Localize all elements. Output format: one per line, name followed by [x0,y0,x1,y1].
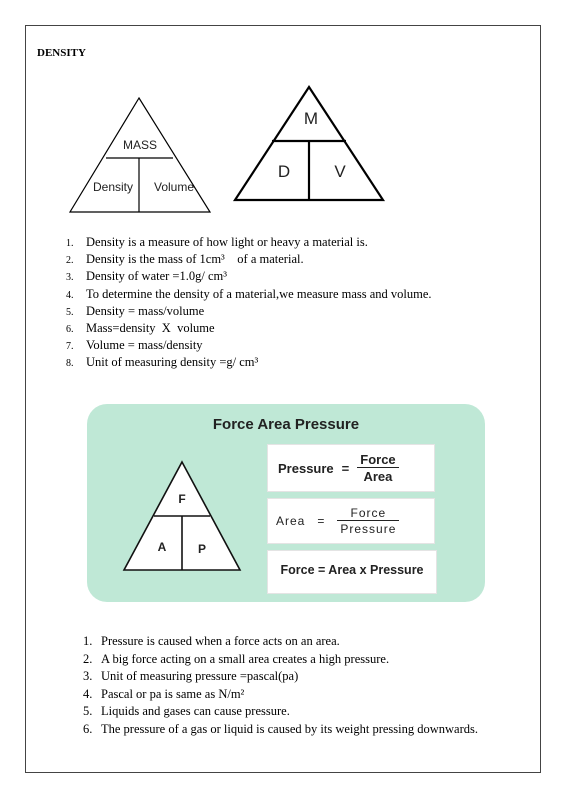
list-item: 2. Density is the mass of 1cm³ of a material. [66,252,304,267]
list-item: 5. Liquids and gases can cause pressure. [83,704,290,719]
area-formula-lhs: Area [276,514,306,528]
list-item: 7. Volume = mass/density [66,338,203,353]
mdv-triangle [231,84,387,204]
list-item: 6. The pressure of a gas or liquid is caused by its weight pressing downwards. [83,721,479,736]
pressure-formula [267,444,435,492]
list-item: 2. A big force acting on a small area creates a high pressure. [83,651,390,666]
list-item: 5. Density = mass/volume [66,303,205,318]
area-formula-denominator: Pressure [337,520,399,536]
mdv-triangle-top: M [303,109,319,128]
area-formula-eq: = [317,514,326,528]
list-item: 4. Pascal or pa is same as N/m² [83,686,245,701]
fap-triangle-top: F [178,492,186,506]
pressure-formula-lhs: Pressure [278,460,334,476]
list-item: 3. Unit of measuring pressure =pascal(pa) [83,669,299,684]
area-formula-numerator: Force [350,506,387,520]
pressure-card-title: Force Area Pressure [212,416,360,433]
density-triangle-right: Volume [153,180,195,194]
area-formula-fraction [337,506,399,536]
list-item: 1. Pressure is caused when a force acts on an area. [83,634,340,648]
pressure-formula-eq: = [341,460,350,476]
mdv-triangle-right: V [334,162,346,181]
density-triangle-left: Density [92,180,134,194]
density-triangle [66,94,214,216]
page-title: DENSITY [37,47,86,59]
pressure-card [87,404,485,602]
force-formula [267,550,437,594]
list-item: 4. To determine the density of a material,we measure mass and volume. [66,286,432,301]
pressure-formula-denominator: Area [357,467,398,484]
list-item: 6. Mass=density X volume [66,320,215,335]
fap-triangle [120,458,244,576]
mdv-triangle-left: D [277,162,291,181]
pressure-formula-fraction [357,452,398,484]
list-item: 3. Density of water =1.0g/ cm³ [66,269,227,284]
list-item: 1. Density is a measure of how light or heavy a material is. [66,235,368,249]
area-formula [267,498,435,544]
pressure-formula-numerator: Force [360,452,396,467]
fap-triangle-left: A [157,540,167,554]
density-points-list [66,234,432,372]
fap-triangle-right: P [197,542,207,556]
list-item: 8. Unit of measuring density =g/ cm³ [66,355,259,370]
pressure-points-list [83,633,478,739]
density-triangle-top: MASS [122,138,158,152]
force-formula-text: Force = Area x Pressure [280,563,424,577]
